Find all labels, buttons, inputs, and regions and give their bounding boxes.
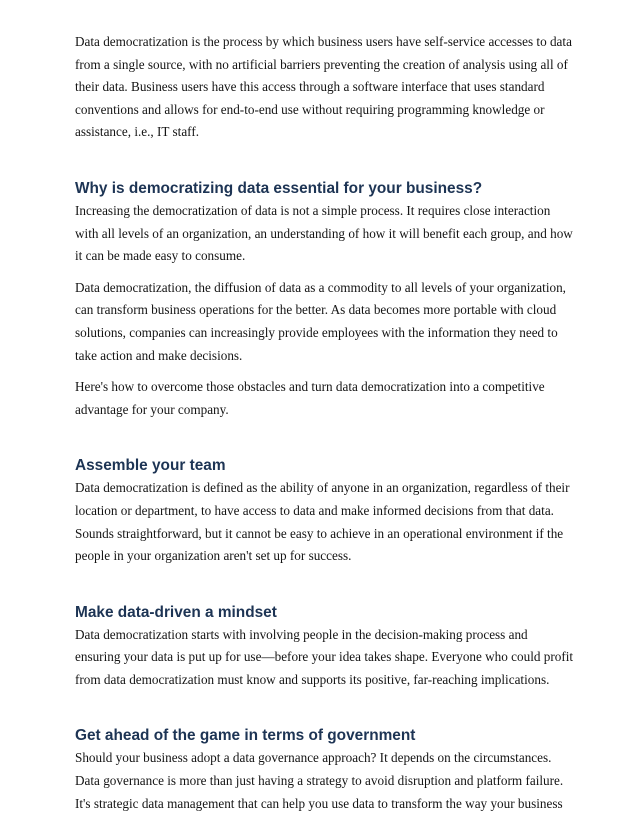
section-paragraph: Should your business adopt a data governance approach? It depends on the circumstances. Data governance is more than just having a strategy to avoid disruption and platform failure. It's strategic data management that can help you use data to transform the way your business	[75, 750, 564, 811]
section-why-democratize	[75, 178, 575, 421]
section-heading: Get ahead of the game in terms of government	[75, 727, 416, 745]
section-paragraph: Increasing the democratization of data is not a simple process. It requires close interaction with all levels of an organization, an understanding of how it will benefit each group, and how it can be made easy to consume.	[75, 202, 573, 264]
section-heading: Assemble your team	[75, 457, 226, 475]
document-page	[75, 31, 575, 815]
section-spacer	[75, 691, 575, 725]
section-paragraph: Data democratization, the diffusion of data as a commodity to all levels of your organization, can transform business operations for the better. As data becomes more portable with cloud solutions, companies can increasingly provide employees with the information they need to take action and make decisions.	[75, 279, 566, 363]
section-spacer	[75, 568, 575, 602]
section-assemble-team	[75, 455, 575, 567]
section-data-driven-mindset	[75, 602, 575, 692]
section-heading: Why is democratizing data essential for your business?	[75, 179, 483, 197]
section-spacer	[75, 421, 575, 455]
section-paragraph: Data democratization starts with involving people in the decision-making process and ensuring your data is put up for use—before your idea takes shape. Everyone who could profit from data democratization must know and supports its positive, far-reaching implications.	[75, 626, 574, 687]
intro-paragraph: Data democratization is the process by which business users have self-service accesses to data from a single source, with no artificial barriers preventing the creation of analysis using all of their data. Business users have this access through a software interface that uses standard conventions and allows for end-to-end use without requiring programming knowledge or assistance, i.e., IT staff.	[75, 34, 572, 140]
section-heading: Make data-driven a mindset	[75, 603, 277, 621]
section-paragraph: Here's how to overcome those obstacles and turn data democratization into a competitive advantage for your company.	[75, 379, 545, 417]
section-governance	[75, 725, 575, 815]
section-paragraph: Data democratization is defined as the ability of anyone in an organization, regardless of their location or department, to have access to data and make informed decisions from that data. Sounds straightforward, but it cannot be easy to achieve in an operational environment if the people in your organization aren't set up for success.	[75, 480, 570, 564]
section-spacer	[75, 144, 575, 178]
